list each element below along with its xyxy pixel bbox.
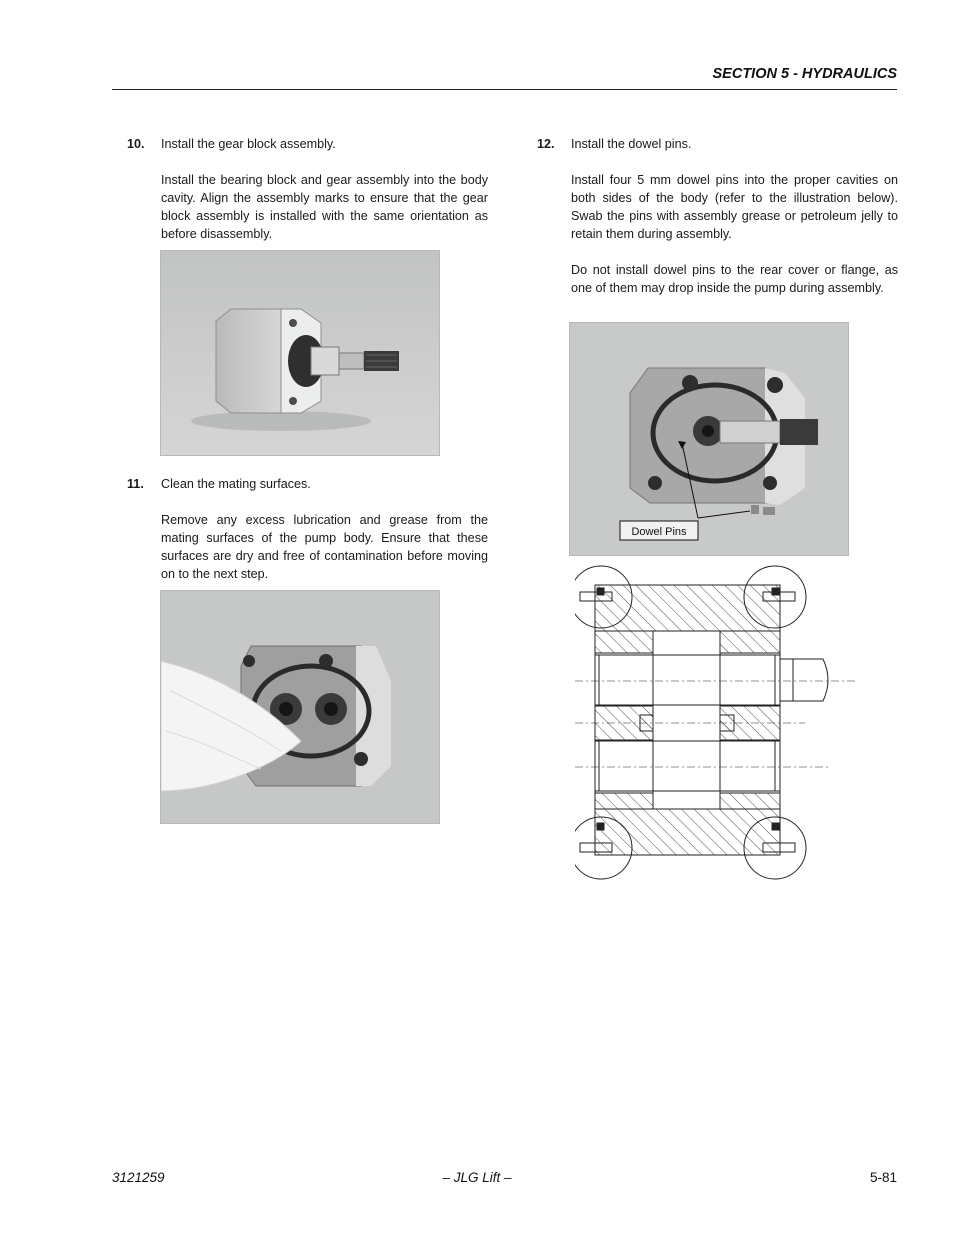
- doc-number: 3121259: [112, 1170, 165, 1185]
- step-12: [537, 135, 898, 297]
- cross-section-drawing: [575, 563, 860, 883]
- left-column: [127, 135, 488, 581]
- step-number: 12.: [537, 137, 555, 151]
- step-10: [127, 135, 488, 243]
- step-number: 10.: [127, 137, 145, 151]
- dowel-pins-photo: [569, 322, 849, 556]
- section-title: SECTION 5 - HYDRAULICS: [712, 66, 897, 82]
- dowel-pins-callout: Dowel Pins: [631, 526, 687, 538]
- step-paragraph: Remove any excess lubrication and grease from the mating surfaces of the pump body. Ensure that these surfaces are dry and free of contamination before moving on to the next step.: [161, 513, 488, 581]
- dowel-pins-illustration: [570, 323, 848, 555]
- step-11: [127, 475, 488, 583]
- header-rule: [112, 89, 897, 90]
- gear-block-illustration: [161, 251, 439, 455]
- step-title: Clean the mating surfaces.: [161, 477, 311, 491]
- step-paragraph: Install four 5 mm dowel pins into the proper cavities on both sides of the body (refer to the illustration below). Swab the pins with assembly grease or petroleum jelly to retain them during assembly.: [571, 173, 898, 241]
- publisher: – JLG Lift –: [442, 1170, 512, 1185]
- step-paragraph: Do not install dowel pins to the rear cover or flange, as one of them may drop inside the pump during assembly.: [571, 263, 898, 295]
- cleaning-illustration: [161, 591, 439, 823]
- pump-section-diagram: [575, 563, 860, 883]
- step-title: Install the gear block assembly.: [161, 137, 336, 151]
- gear-block-photo: [160, 250, 440, 456]
- step-title: Install the dowel pins.: [571, 137, 692, 151]
- step-number: 11.: [127, 477, 144, 491]
- page-number: 5-81: [869, 1170, 897, 1185]
- step-paragraph: Install the bearing block and gear assembly into the body cavity. Align the assembly marks to ensure that the gear block assembly is installed with the same orientation as before disassembly.: [161, 173, 488, 241]
- cleaning-photo: [160, 590, 440, 824]
- right-column: [537, 135, 898, 538]
